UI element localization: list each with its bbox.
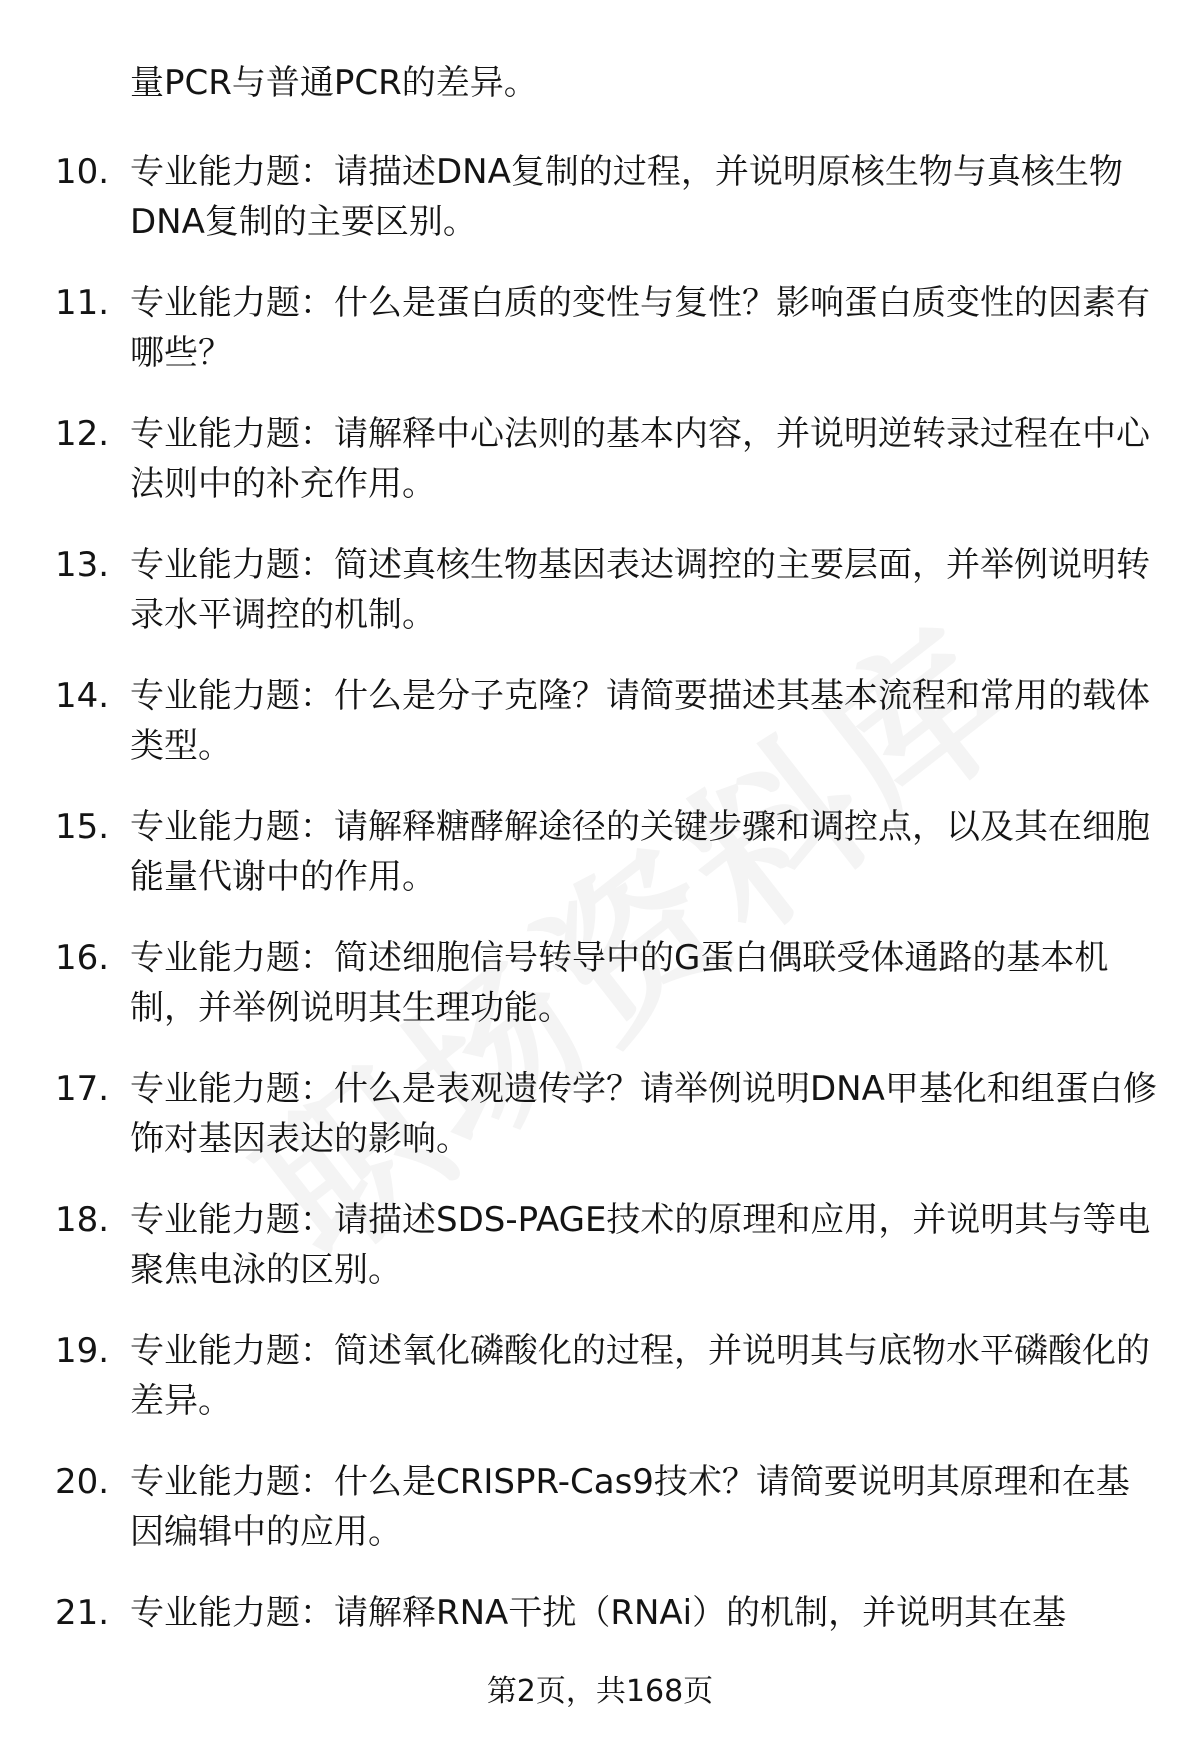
question-item (0, 1195, 1200, 1295)
question-text: 专业能力题：什么是表观遗传学？请举例说明DNA甲基化和组蛋白修饰对基因表达的影响。 (130, 1069, 1157, 1159)
question-text: 专业能力题：请解释RNA干扰（RNAi）的机制，并说明其在基 (130, 1593, 1067, 1633)
question-item (0, 1064, 1200, 1164)
question-number: 18. (55, 1200, 110, 1240)
question-number: 13. (55, 545, 110, 585)
question-number: 16. (55, 938, 110, 978)
question-number: 19. (55, 1331, 110, 1371)
question-text: 专业能力题：简述真核生物基因表达调控的主要层面，并举例说明转录水平调控的机制。 (130, 545, 1150, 635)
question-text: 专业能力题：请解释糖酵解途径的关键步骤和调控点，以及其在细胞能量代谢中的作用。 (130, 807, 1150, 897)
question-item (0, 933, 1200, 1033)
question-text: 专业能力题：什么是蛋白质的变性与复性？影响蛋白质变性的因素有哪些？ (130, 283, 1150, 373)
question-number: 14. (55, 676, 110, 716)
question-item (0, 540, 1200, 640)
question-text: 专业能力题：请描述SDS-PAGE技术的原理和应用，并说明其与等电聚焦电泳的区别。 (130, 1200, 1151, 1290)
question-item (0, 278, 1200, 378)
question-list (0, 58, 1200, 1669)
page-number-footer: 第2页，共168页 (486, 1674, 714, 1709)
question-text: 专业能力题：请解释中心法则的基本内容，并说明逆转录过程在中心法则中的补充作用。 (130, 414, 1150, 504)
continued-question-text: 量PCR与普通PCR的差异。 (130, 63, 538, 103)
question-number: 15. (55, 807, 110, 847)
question-item (0, 671, 1200, 771)
question-text: 专业能力题：简述细胞信号转导中的G蛋白偶联受体通路的基本机制，并举例说明其生理功能。 (130, 938, 1109, 1028)
question-text: 专业能力题：什么是分子克隆？请简要描述其基本流程和常用的载体类型。 (130, 676, 1150, 766)
question-item (0, 1326, 1200, 1426)
question-text: 专业能力题：请描述DNA复制的过程，并说明原核生物与真核生物DNA复制的主要区别。 (130, 152, 1123, 242)
question-number: 20. (55, 1462, 110, 1502)
question-item (0, 1457, 1200, 1557)
question-item (0, 1588, 1200, 1638)
question-text: 专业能力题：简述氧化磷酸化的过程，并说明其与底物水平磷酸化的差异。 (130, 1331, 1150, 1421)
question-item (0, 147, 1200, 247)
question-number: 11. (55, 283, 110, 323)
question-item (0, 802, 1200, 902)
question-item (0, 409, 1200, 509)
question-number: 21. (55, 1593, 110, 1633)
question-number: 17. (55, 1069, 110, 1109)
question-number: 10. (55, 152, 110, 192)
question-text: 专业能力题：什么是CRISPR-Cas9技术？请简要说明其原理和在基因编辑中的应用。 (130, 1462, 1130, 1552)
question-number: 12. (55, 414, 110, 454)
